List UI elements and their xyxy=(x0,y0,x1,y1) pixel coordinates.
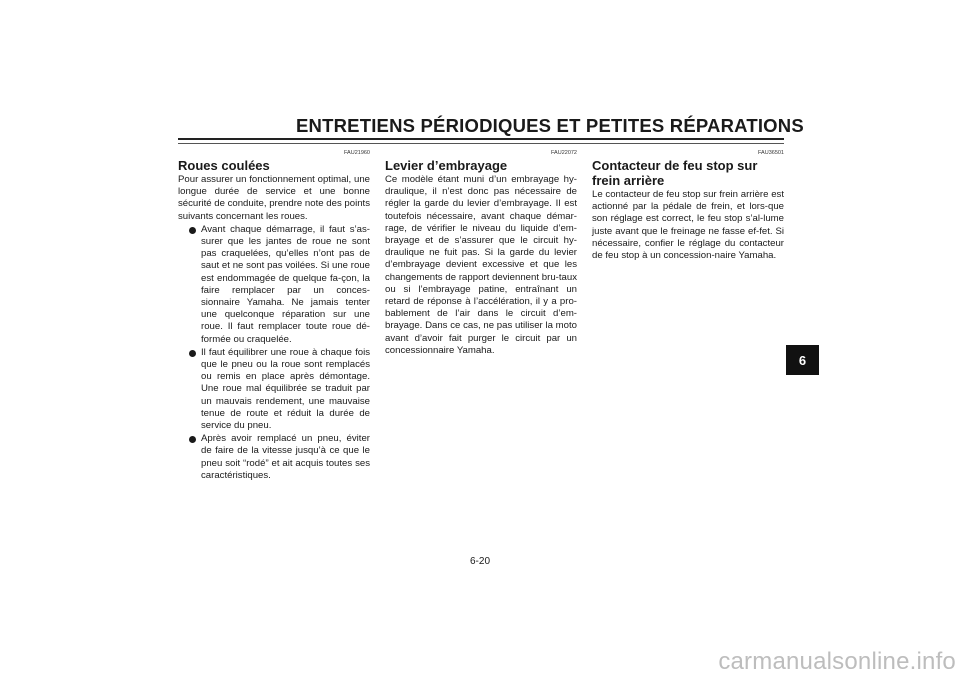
section-code: FAU21960 xyxy=(344,150,370,156)
bullet-item xyxy=(188,347,370,432)
bullet-dot-icon xyxy=(189,436,196,443)
page-number: 6-20 xyxy=(469,556,490,567)
header-rule-thick xyxy=(178,138,784,140)
bullet-dot-icon xyxy=(189,227,196,234)
page-title: ENTRETIENS PÉRIODIQUES ET PETITES RÉPARATIONS xyxy=(296,115,804,136)
bullet-text: Après avoir remplacé un pneu, éviter de faire de la vitesse jusqu’à ce que le pneu soit “rodé” et ait acquis toutes ses caractéristiques. xyxy=(201,433,370,481)
section-intro: Pour assurer un fonctionnement optimal, une longue durée de service et une bonne sécurité de conduite, prendre note des points suivants concernant les roues. xyxy=(178,174,371,222)
bullet-item xyxy=(188,224,370,346)
watermark: carmanualsonline.info xyxy=(718,648,956,675)
section-heading: Levier d’embrayage xyxy=(385,158,508,173)
section-roues-coulees xyxy=(178,148,370,482)
section-code: FAU36501 xyxy=(758,150,784,156)
section-code: FAU22072 xyxy=(551,150,577,156)
bullet-dot-icon xyxy=(189,350,196,357)
bullet-text: Il faut équilibrer une roue à chaque fois que le pneu ou la roue sont remplacés ou remis en place après démontage. Une roue mal équilibrée se traduit par un mauvais rendement, une mauvaise tenue de route et réduit la durée de service du pneu. xyxy=(201,346,370,432)
section-contacteur-feu-stop xyxy=(592,148,784,262)
chapter-tab: 6 xyxy=(786,345,819,375)
section-body: Le contacteur de feu stop sur frein arrière est actionné par la pédale de frein, et lors-que son réglage est correct, le feu stop s’al-lume juste avant que le freinage ne fasse ef-fet. Si nécessaire, confier le réglage du contacteur de feu stop à un concession-naire Yamaha. xyxy=(592,189,784,262)
bullet-item xyxy=(188,433,370,482)
section-heading: Contacteur de feu stop sur frein arrière xyxy=(592,158,758,188)
header-rule-thin xyxy=(178,143,784,144)
bullet-text: Avant chaque démarrage, il faut s’as-surer que les jantes de roue ne sont pas craquelées, qu’elles n’ont pas de saut et ne sont pas voilées. Si une roue est endommagée de quelque fa-çon, la faire remplacer par un conces-sionnaire Yamaha. Ne jamais tenter une quelconque réparation sur une roue. Il faut remplacer toute roue dé-formée ou craquelée. xyxy=(201,223,370,345)
section-levier-embrayage xyxy=(385,148,577,357)
section-heading: Roues coulées xyxy=(178,158,270,173)
section-body: Ce modèle étant muni d’un embrayage hy-draulique, il n’est donc pas nécessaire de régler la garde du levier d’embrayage. Il est toutefois nécessaire, avant chaque démar-rage, de vérifier le niveau du liquide d’em-brayage et de s’assurer que le circuit hy-draulique ne fuit pas. Si la garde du levier d’embrayage devient excessive et que les changements de rapport deviennent bru-taux ou si l’embrayage patine, entraînant un retard de réponse à l’accélération, il y a pro-bablement de l’air dans le circuit d’em-brayage. Dans ce cas, ne pas utiliser la moto avant d’avoir fait purger le circuit par un concessionnaire Yamaha. xyxy=(385,174,577,356)
